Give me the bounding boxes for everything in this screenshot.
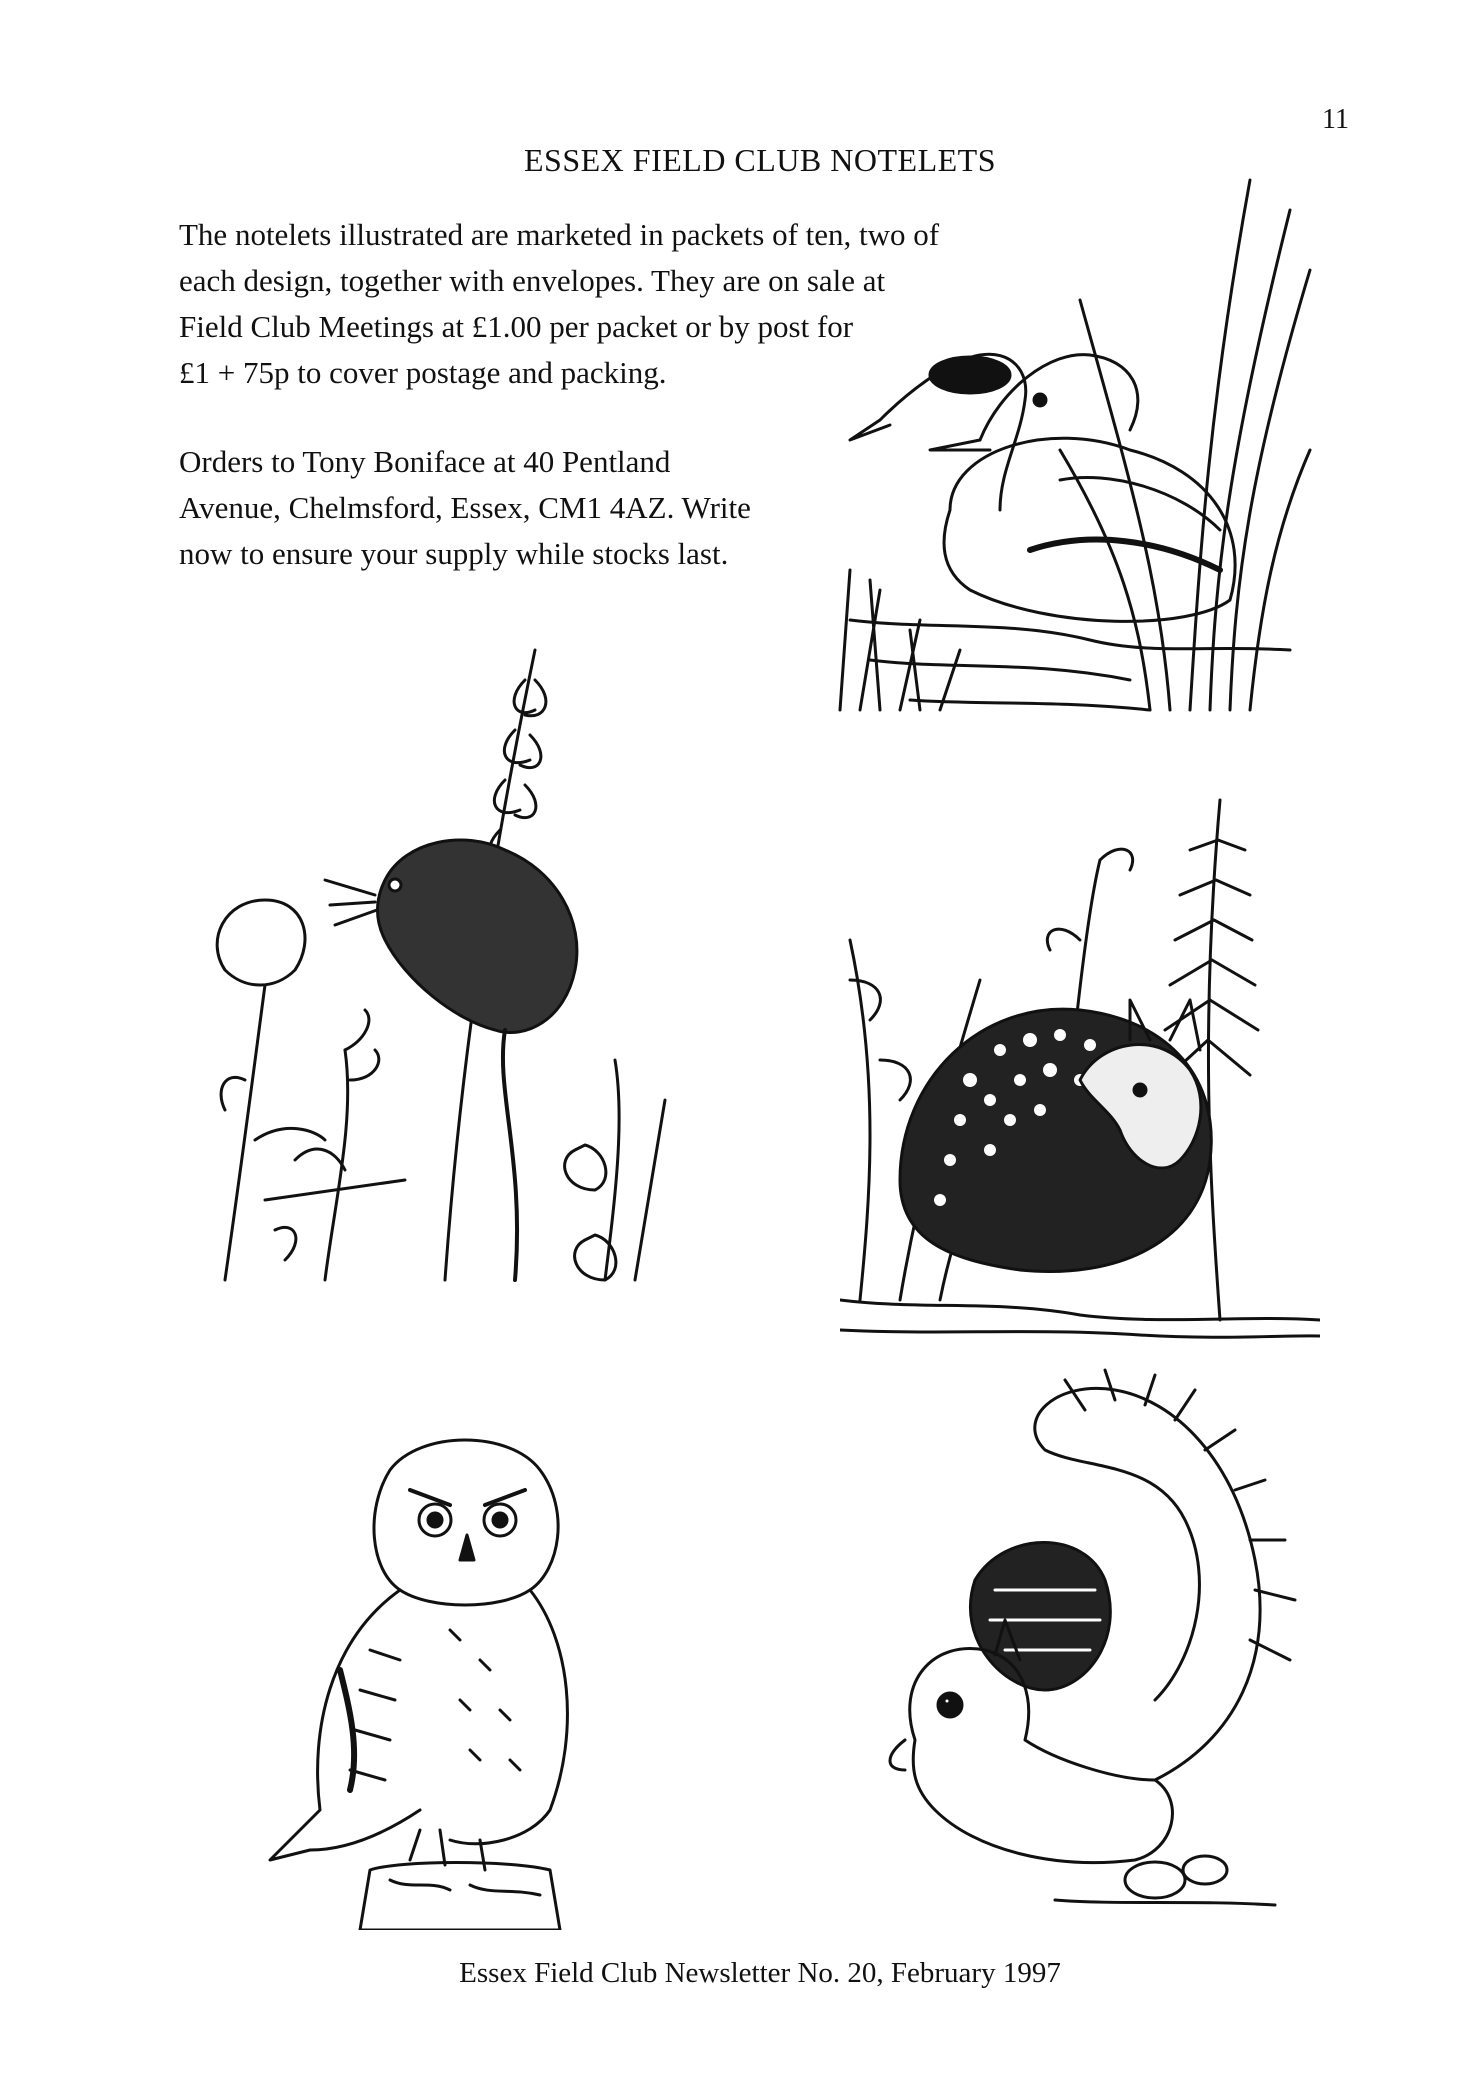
page-number: 11 <box>1322 104 1349 135</box>
grebe-illustration <box>830 150 1320 730</box>
fawn-illustration <box>840 780 1320 1340</box>
page-title: ESSEX FIELD CLUB NOTELETS <box>523 142 997 178</box>
squirrel-illustration <box>855 1360 1320 1930</box>
intro-paragraph <box>179 212 939 396</box>
harvest-mouse-illustration <box>205 640 695 1300</box>
orders-line: Orders to Tony Boniface at 40 Pentland <box>179 444 671 479</box>
page-footer: Essex Field Club Newsletter No. 20, February 1997 <box>459 1957 1061 1989</box>
intro-line: each design, together with envelopes. They are on sale at <box>179 263 886 298</box>
intro-line: The notelets illustrated are marketed in packets of ten, two of <box>179 217 940 252</box>
intro-line: Field Club Meetings at £1.00 per packet or by post for <box>179 309 854 344</box>
owl-illustration <box>250 1410 660 1930</box>
orders-line: now to ensure your supply while stocks last. <box>179 536 729 571</box>
orders-line: Avenue, Chelmsford, Essex, CM1 4AZ. Write <box>179 490 751 525</box>
orders-paragraph <box>179 439 751 577</box>
intro-line: £1 + 75p to cover postage and packing. <box>179 355 667 390</box>
